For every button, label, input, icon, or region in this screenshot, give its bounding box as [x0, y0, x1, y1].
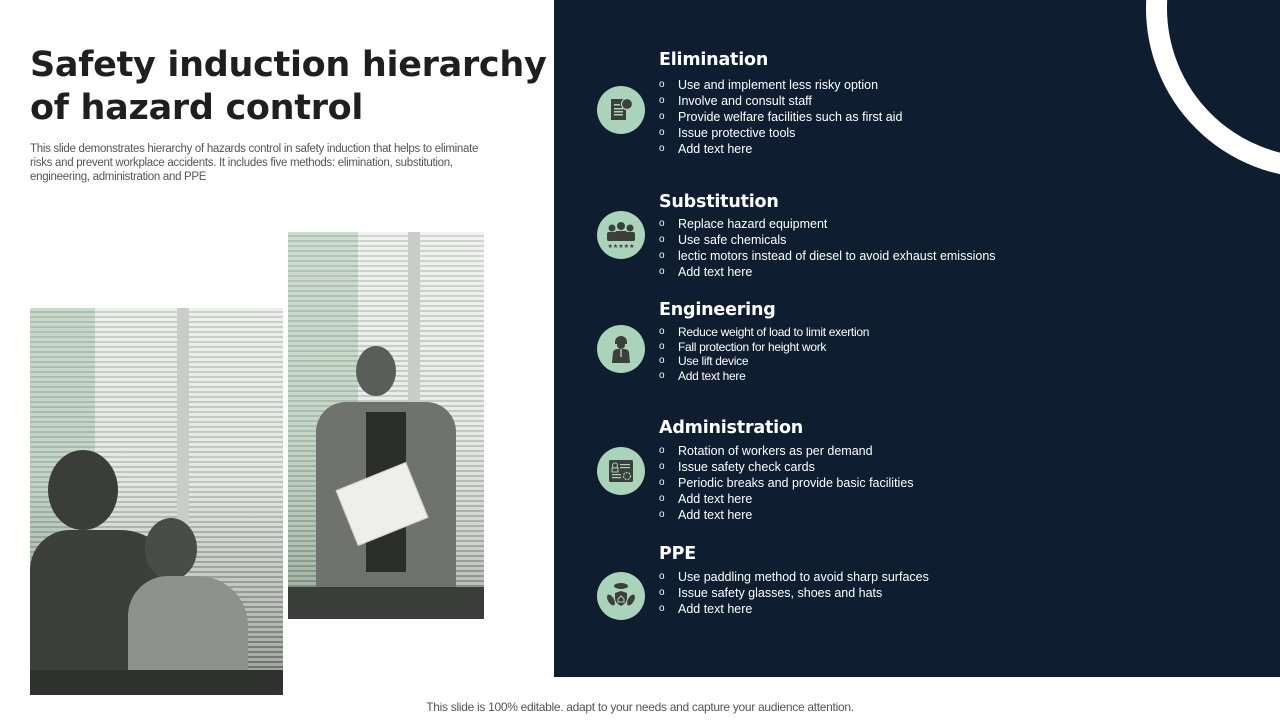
bullet-item: o Use lift device: [659, 354, 749, 368]
decorative-ring: [1146, 0, 1280, 178]
engineer-worker-icon: [597, 325, 645, 373]
bullet-item: o Use paddling method to avoid sharp surfaces: [659, 570, 929, 584]
table: [30, 670, 283, 695]
bullet-list: [659, 443, 914, 523]
slide-description: This slide demonstrates hierarchy of hazards control in safety induction that helps to eliminate risks and prevent workplace accidents. It includes five methods: elimination, substitution, engineering, administration and PPE: [30, 143, 479, 183]
bullet-item: o Rotation of workers as per demand: [659, 444, 873, 458]
team-rating-icon: [597, 211, 645, 259]
presenter-head: [356, 346, 396, 396]
photo-meeting-seated: [30, 308, 283, 695]
bullet-item: o Add text here: [659, 508, 753, 522]
section-title: Elimination: [659, 50, 769, 70]
slide-title: Safety induction hierarchy of hazard control: [30, 45, 547, 128]
bullet-list: [659, 325, 869, 383]
bullet-item: o Add text here: [659, 142, 753, 156]
slide-footer: This slide is 100% editable. adapt to your needs and capture your audience attention.: [426, 700, 854, 714]
bullet-item: o Add text here: [659, 602, 753, 616]
protection-shield-icon: [597, 572, 645, 620]
section-title: Administration: [659, 418, 804, 438]
section-title: PPE: [659, 544, 697, 564]
section-title: Engineering: [659, 300, 776, 320]
bullet-item: o Fall protection for height work: [659, 339, 827, 354]
bullet-item: o Periodic breaks and provide basic facilities: [659, 476, 914, 490]
svg-text:★★★★★: ★★★★★: [607, 244, 635, 250]
bullet-item: o Use and implement less risky option: [659, 78, 879, 92]
bullet-item: o Replace hazard equipment: [659, 217, 828, 231]
bullet-item: o Add text here: [659, 492, 753, 506]
man-head: [48, 450, 118, 530]
bullet-item: o Issue protective tools: [659, 126, 796, 140]
document-search-icon: [597, 86, 645, 134]
bullet-item: o lectic motors instead of diesel to avoid exhaust emissions: [659, 249, 996, 263]
bullet-item: o Issue safety glasses, shoes and hats: [659, 586, 883, 600]
bullet-item: o Add text here: [659, 368, 746, 383]
bullet-item: o Reduce weight of load to limit exertion: [659, 325, 870, 339]
table: [288, 587, 484, 619]
woman-head: [145, 518, 197, 580]
bullet-item: o Add text here: [659, 265, 753, 279]
bullet-item: o Provide welfare facilities such as first aid: [659, 110, 903, 124]
photo-presenter: [288, 232, 484, 619]
id-card-settings-icon: [597, 447, 645, 495]
hazard-control-panel: [554, 0, 1280, 677]
bullet-list: [659, 77, 902, 157]
bullet-item: o Use safe chemicals: [659, 233, 787, 247]
bullet-list: [659, 569, 929, 617]
section-title: Substitution: [659, 192, 779, 212]
bullet-item: o Issue safety check cards: [659, 460, 815, 474]
bullet-list: [659, 216, 996, 280]
bullet-item: o Involve and consult staff: [659, 94, 812, 108]
